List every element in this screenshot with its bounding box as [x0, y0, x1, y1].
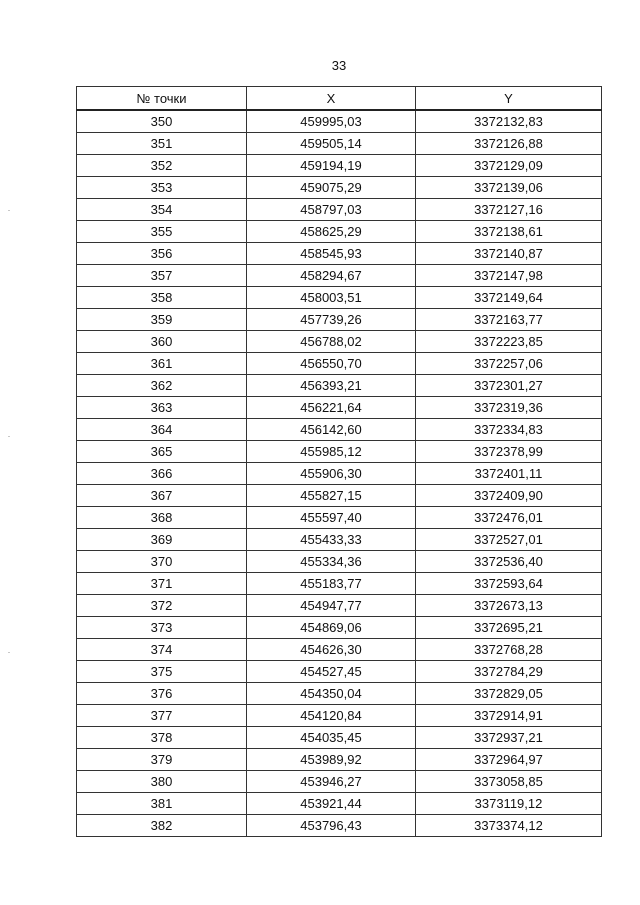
table-row: [77, 485, 602, 507]
cell-point-number: 378: [77, 727, 247, 749]
cell-point-number: 361: [77, 353, 247, 375]
cell-x: 455433,33: [247, 529, 416, 551]
cell-point-number: 368: [77, 507, 247, 529]
table-row: [77, 331, 602, 353]
scan-mark: [8, 436, 10, 437]
cell-x: 459505,14: [247, 133, 416, 155]
cell-y: 3373119,12: [416, 793, 602, 815]
cell-point-number: 350: [77, 110, 247, 133]
cell-y: 3372257,06: [416, 353, 602, 375]
cell-point-number: 360: [77, 331, 247, 353]
page-number: 33: [331, 58, 347, 73]
cell-point-number: 380: [77, 771, 247, 793]
cell-y: 3372319,36: [416, 397, 602, 419]
cell-y: 3372937,21: [416, 727, 602, 749]
cell-point-number: 375: [77, 661, 247, 683]
cell-y: 3372378,99: [416, 441, 602, 463]
table-body: [77, 110, 602, 837]
table-row: [77, 749, 602, 771]
table-row: [77, 309, 602, 331]
header-point-number: № точки: [77, 87, 247, 111]
table-row: [77, 375, 602, 397]
table-row: [77, 287, 602, 309]
table-row: [77, 155, 602, 177]
cell-x: 458294,67: [247, 265, 416, 287]
table-row: [77, 551, 602, 573]
table-row: [77, 397, 602, 419]
cell-y: 3372673,13: [416, 595, 602, 617]
coordinates-table: [76, 86, 602, 837]
cell-point-number: 365: [77, 441, 247, 463]
cell-x: 453921,44: [247, 793, 416, 815]
cell-x: 456393,21: [247, 375, 416, 397]
cell-y: 3373374,12: [416, 815, 602, 837]
cell-point-number: 373: [77, 617, 247, 639]
cell-x: 455827,15: [247, 485, 416, 507]
table-row: [77, 199, 602, 221]
table-row: [77, 265, 602, 287]
cell-x: 454947,77: [247, 595, 416, 617]
table-row: [77, 110, 602, 133]
table-row: [77, 441, 602, 463]
scan-mark: [8, 652, 10, 653]
cell-y: 3372139,06: [416, 177, 602, 199]
cell-x: 458003,51: [247, 287, 416, 309]
cell-x: 456142,60: [247, 419, 416, 441]
cell-point-number: 374: [77, 639, 247, 661]
cell-y: 3372409,90: [416, 485, 602, 507]
cell-point-number: 358: [77, 287, 247, 309]
cell-y: 3372140,87: [416, 243, 602, 265]
cell-point-number: 357: [77, 265, 247, 287]
cell-point-number: 366: [77, 463, 247, 485]
cell-point-number: 355: [77, 221, 247, 243]
cell-y: 3372695,21: [416, 617, 602, 639]
cell-y: 3372401,11: [416, 463, 602, 485]
cell-y: 3372914,91: [416, 705, 602, 727]
cell-y: 3372593,64: [416, 573, 602, 595]
cell-point-number: 382: [77, 815, 247, 837]
cell-y: 3373058,85: [416, 771, 602, 793]
cell-x: 455183,77: [247, 573, 416, 595]
cell-x: 453946,27: [247, 771, 416, 793]
cell-point-number: 356: [77, 243, 247, 265]
cell-x: 455985,12: [247, 441, 416, 463]
table-row: [77, 507, 602, 529]
cell-x: 456788,02: [247, 331, 416, 353]
cell-y: 3372132,83: [416, 110, 602, 133]
cell-y: 3372476,01: [416, 507, 602, 529]
table-row: [77, 639, 602, 661]
cell-y: 3372223,85: [416, 331, 602, 353]
cell-x: 458797,03: [247, 199, 416, 221]
table-row: [77, 463, 602, 485]
table-row: [77, 771, 602, 793]
table-row: [77, 793, 602, 815]
cell-x: 456221,64: [247, 397, 416, 419]
scan-mark: [8, 210, 10, 211]
cell-y: 3372163,77: [416, 309, 602, 331]
cell-x: 458545,93: [247, 243, 416, 265]
cell-point-number: 364: [77, 419, 247, 441]
cell-x: 454035,45: [247, 727, 416, 749]
cell-x: 454350,04: [247, 683, 416, 705]
table-header-row: [77, 87, 602, 111]
cell-x: 456550,70: [247, 353, 416, 375]
table-row: [77, 815, 602, 837]
cell-x: 454869,06: [247, 617, 416, 639]
cell-point-number: 376: [77, 683, 247, 705]
table-row: [77, 177, 602, 199]
header-x: X: [247, 87, 416, 111]
cell-point-number: 377: [77, 705, 247, 727]
table-row: [77, 595, 602, 617]
cell-x: 459075,29: [247, 177, 416, 199]
cell-y: 3372829,05: [416, 683, 602, 705]
cell-y: 3372334,83: [416, 419, 602, 441]
cell-y: 3372147,98: [416, 265, 602, 287]
table-row: [77, 243, 602, 265]
table-row: [77, 529, 602, 551]
table-row: [77, 133, 602, 155]
cell-y: 3372138,61: [416, 221, 602, 243]
cell-point-number: 367: [77, 485, 247, 507]
table-row: [77, 727, 602, 749]
cell-y: 3372768,28: [416, 639, 602, 661]
cell-point-number: 379: [77, 749, 247, 771]
cell-y: 3372129,09: [416, 155, 602, 177]
header-y: Y: [416, 87, 602, 111]
cell-y: 3372964,97: [416, 749, 602, 771]
cell-point-number: 369: [77, 529, 247, 551]
cell-x: 455334,36: [247, 551, 416, 573]
cell-y: 3372784,29: [416, 661, 602, 683]
cell-y: 3372149,64: [416, 287, 602, 309]
cell-x: 453796,43: [247, 815, 416, 837]
cell-point-number: 381: [77, 793, 247, 815]
table-row: [77, 419, 602, 441]
cell-y: 3372126,88: [416, 133, 602, 155]
cell-x: 455906,30: [247, 463, 416, 485]
table-row: [77, 683, 602, 705]
cell-point-number: 372: [77, 595, 247, 617]
cell-x: 455597,40: [247, 507, 416, 529]
table-row: [77, 353, 602, 375]
table-row: [77, 705, 602, 727]
cell-point-number: 353: [77, 177, 247, 199]
cell-point-number: 354: [77, 199, 247, 221]
cell-x: 459995,03: [247, 110, 416, 133]
table-row: [77, 617, 602, 639]
cell-point-number: 363: [77, 397, 247, 419]
cell-x: 453989,92: [247, 749, 416, 771]
table-row: [77, 573, 602, 595]
cell-x: 454120,84: [247, 705, 416, 727]
cell-y: 3372527,01: [416, 529, 602, 551]
cell-x: 457739,26: [247, 309, 416, 331]
cell-y: 3372536,40: [416, 551, 602, 573]
cell-y: 3372127,16: [416, 199, 602, 221]
cell-point-number: 370: [77, 551, 247, 573]
cell-x: 458625,29: [247, 221, 416, 243]
cell-point-number: 359: [77, 309, 247, 331]
table-row: [77, 661, 602, 683]
cell-point-number: 371: [77, 573, 247, 595]
cell-x: 459194,19: [247, 155, 416, 177]
cell-y: 3372301,27: [416, 375, 602, 397]
cell-point-number: 351: [77, 133, 247, 155]
cell-point-number: 352: [77, 155, 247, 177]
cell-x: 454527,45: [247, 661, 416, 683]
table-row: [77, 221, 602, 243]
cell-x: 454626,30: [247, 639, 416, 661]
cell-point-number: 362: [77, 375, 247, 397]
